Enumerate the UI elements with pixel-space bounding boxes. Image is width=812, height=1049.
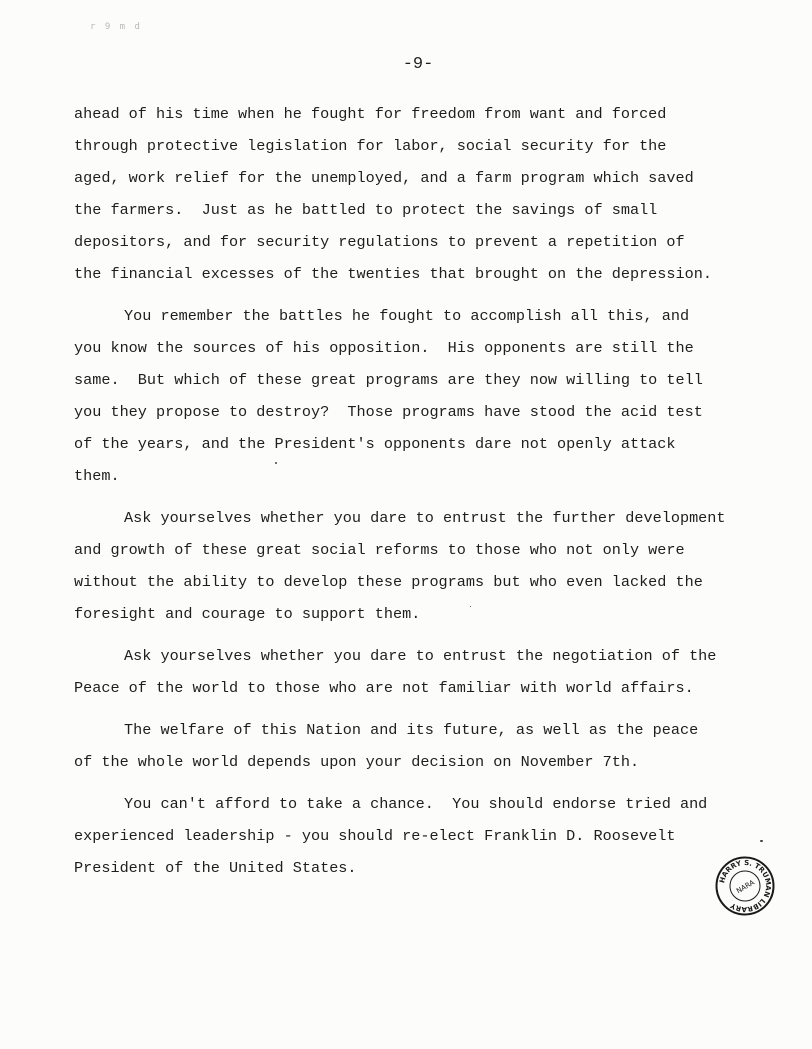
text-line: and growth of these great social reforms to those who not only were bbox=[74, 541, 685, 559]
svg-text:HARRY S. TRUMAN LIBRARY: HARRY S. TRUMAN LIBRARY bbox=[718, 858, 773, 914]
text-line: depositors, and for security regulations to prevent a repetition of bbox=[74, 233, 685, 251]
paragraph-5 bbox=[74, 714, 774, 778]
svg-text:NARA: NARA bbox=[735, 878, 756, 896]
archival-corner-mark: r 9 m d bbox=[90, 22, 142, 32]
page-number: -9- bbox=[402, 55, 434, 74]
text-line: ahead of his time when he fought for freedom from want and forced bbox=[74, 105, 667, 123]
paragraph-1 bbox=[74, 98, 774, 290]
text-line: them. bbox=[74, 467, 120, 485]
paragraph-3 bbox=[74, 502, 774, 630]
text-line: the financial excesses of the twenties that brought on the depression. bbox=[74, 265, 712, 283]
text-line: Ask yourselves whether you dare to entrust the negotiation of the bbox=[124, 647, 717, 665]
scan-speck bbox=[275, 462, 277, 464]
paragraph-6 bbox=[74, 788, 774, 884]
text-line: of the years, and the President's opponents dare not openly attack bbox=[74, 435, 676, 453]
text-line: same. But which of these great programs are they now willing to tell bbox=[74, 371, 703, 389]
scan-speck bbox=[760, 840, 763, 842]
text-line: President of the United States. bbox=[74, 859, 357, 877]
truman-library-stamp bbox=[715, 856, 775, 916]
text-line: you they propose to destroy? Those programs have stood the acid test bbox=[74, 403, 703, 421]
paragraph-4 bbox=[74, 640, 774, 704]
text-line: the farmers. Just as he battled to protect the savings of small bbox=[74, 201, 658, 219]
text-line: through protective legislation for labor, social security for the bbox=[74, 137, 667, 155]
text-line: experienced leadership - you should re-elect Franklin D. Roosevelt bbox=[74, 827, 676, 845]
document-body bbox=[74, 98, 774, 884]
text-line: Peace of the world to those who are not familiar with world affairs. bbox=[74, 679, 694, 697]
text-line: without the ability to develop these programs but who even lacked the bbox=[74, 573, 703, 591]
text-line: you know the sources of his opposition. His opponents are still the bbox=[74, 339, 694, 357]
scan-speck bbox=[470, 606, 471, 607]
paragraph-2 bbox=[74, 300, 774, 492]
text-line: of the whole world depends upon your decision on November 7th. bbox=[74, 753, 640, 771]
text-line: foresight and courage to support them. bbox=[74, 605, 421, 623]
text-line: aged, work relief for the unemployed, and a farm program which saved bbox=[74, 169, 694, 187]
text-line: The welfare of this Nation and its future, as well as the peace bbox=[124, 721, 699, 739]
text-line: Ask yourselves whether you dare to entrust the further development bbox=[124, 509, 726, 527]
text-line: You can't afford to take a chance. You should endorse tried and bbox=[124, 795, 708, 813]
text-line: You remember the battles he fought to accomplish all this, and bbox=[124, 307, 690, 325]
